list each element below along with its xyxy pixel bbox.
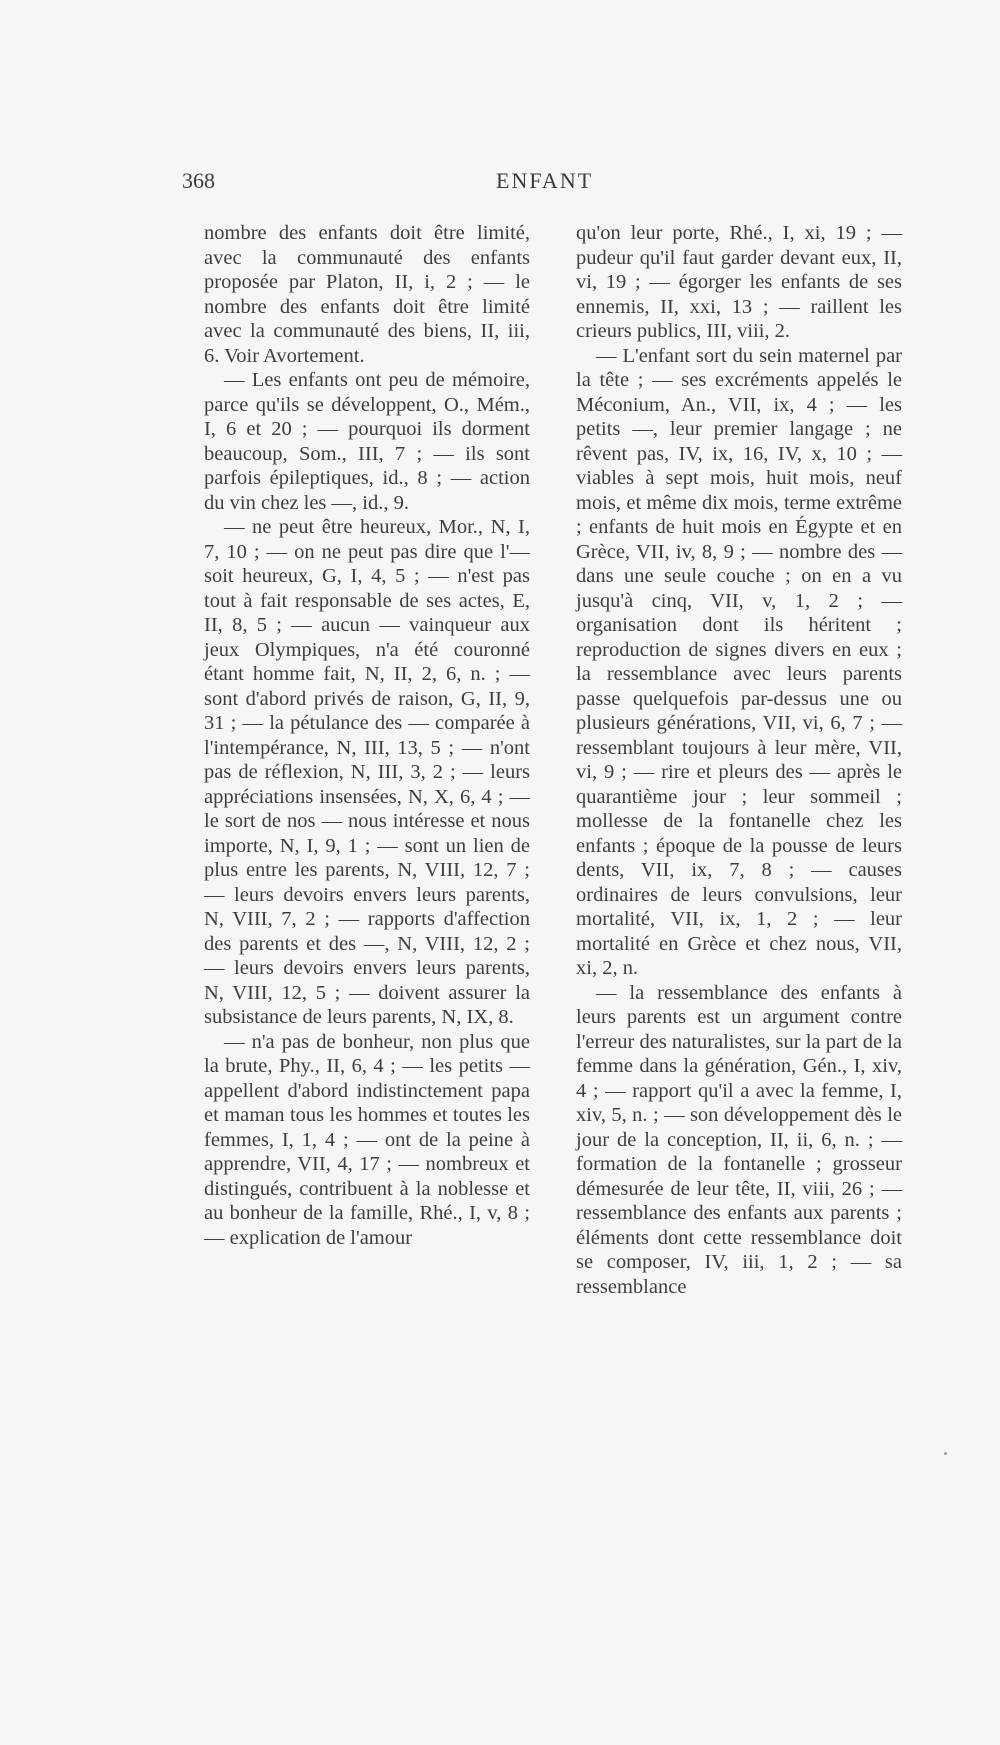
right-paragraph-3: — la ressemblance des enfants à leurs parents est un argument contre l'erreur des naturalistes, sur la part de la femme dans la génération, Gén., I, xiv, 4 ; — rapport qu'il a avec la femme, I, xiv, 5, n. ; — son développement dès le jour de la conception, II, ii, 6, n. ; — formation de la fontanelle ; grosseur démesurée de leur tête, II, viii, 26 ; — ressemblance des enfants aux parents ; éléments dont cette ressemblance doit se composer, IV, iii, 1, 2 ; — sa ressemblance <box>576 981 902 1298</box>
left-column <box>204 221 530 1250</box>
right-paragraph-1: qu'on leur porte, Rhé., I, xi, 19 ; — pudeur qu'il faut garder devant eux, II, vi, 19 ; — égorger les enfants de ses ennemis, II, xxi, 13 ; — raillent les crieurs publics, III, viii, 2. <box>576 222 902 342</box>
left-paragraph-2: — Les enfants ont peu de mémoire, parce qu'ils se développent, O., Mém., I, 6 et 20 ; — pourquoi ils dorment beaucoup, Som., III, 7 ; — ils sont parfois épileptiques, id., 8 ; — action du vin chez les —, id., 9. <box>204 369 530 514</box>
left-paragraph-4: — n'a pas de bonheur, non plus que la brute, Phy., II, 6, 4 ; — les petits — appellent d'abord indistinctement papa et maman tous les hommes et toutes les femmes, I, 1, 4 ; — ont de la peine à apprendre, VII, 4, 17 ; — nombreux et distingués, contribuent à la noblesse et au bonheur de la famille, Rhé., I, v, 8 ; — explication de l'amour <box>204 1030 530 1249</box>
running-head: ENFANT <box>496 168 594 193</box>
right-column <box>576 221 902 1299</box>
right-paragraph-2: — L'enfant sort du sein maternel par la tête ; — ses excréments appelés le Méconium, An., VII, ix, 4 ; — les petits —, leur premier langage ; ne rêvent pas, IV, ix, 16, IV, x, 10 ; — viables à sept mois, huit mois, neuf mois, et même dix mois, terme extrême ; enfants de huit mois en Égypte et en Grèce, VII, iv, 8, 9 ; — nombre des — dans une seule couche ; on en a vu jusqu'à cinq, VII, v, 1, 2 ; — organisation dont ils héritent ; reproduction de signes divers en eux ; la ressemblance avec leurs parents passe quelquefois par-dessus une ou plusieurs générations, VII, vi, 6, 7 ; — ressemblant toujours à leur mère, VII, vi, 9 ; — rire et pleurs des — après le quarantième jour ; leur sommeil ; mollesse de la fontanelle chez les enfants ; époque de la pousse de leurs dents, VII, ix, 7, 8 ; — causes ordinaires de leurs convulsions, leur mortalité, VII, ix, 1, 2 ; — leur mortalité en Grèce et chez nous, VII, xi, 2, n. <box>576 344 902 979</box>
left-paragraph-3: — ne peut être heureux, Mor., N, I, 7, 10 ; — on ne peut pas dire que l'— soit heureux, G, I, 4, 5 ; — n'est pas tout à fait responsable de ses actes, E, II, 8, 5 ; — aucun — vainqueur aux jeux Olympiques, n'a été couronné étant homme fait, N, II, 2, 6, n. ; — sont d'abord privés de raison, G, II, 9, 31 ; — la pétulance des — comparée à l'intempérance, N, III, 13, 5 ; — n'ont pas de réflexion, N, III, 3, 2 ; — leurs appréciations insensées, N, X, 6, 4 ; — le sort de nos — nous intéresse et nous importe, N, I, 9, 1 ; — sont un lien de plus entre les parents, N, VIII, 12, 7 ; — leurs devoirs envers leurs parents, N, VIII, 7, 2 ; — rapports d'affection des parents et des —, N, VIII, 12, 2 ; — leurs devoirs envers leurs parents, N, VIII, 12, 5 ; — doivent assurer la subsistance de leurs parents, N, IX, 8. <box>204 516 530 1028</box>
page-header <box>182 168 894 200</box>
page-number: 368 <box>182 168 215 193</box>
paper-speck <box>944 1452 947 1455</box>
left-paragraph-1: nombre des enfants doit être limité, avec la communauté des enfants proposée par Platon, II, i, 2 ; — le nombre des enfants doit être limité avec la communauté des biens, II, iii, 6. Voir Avortement. <box>204 222 530 367</box>
